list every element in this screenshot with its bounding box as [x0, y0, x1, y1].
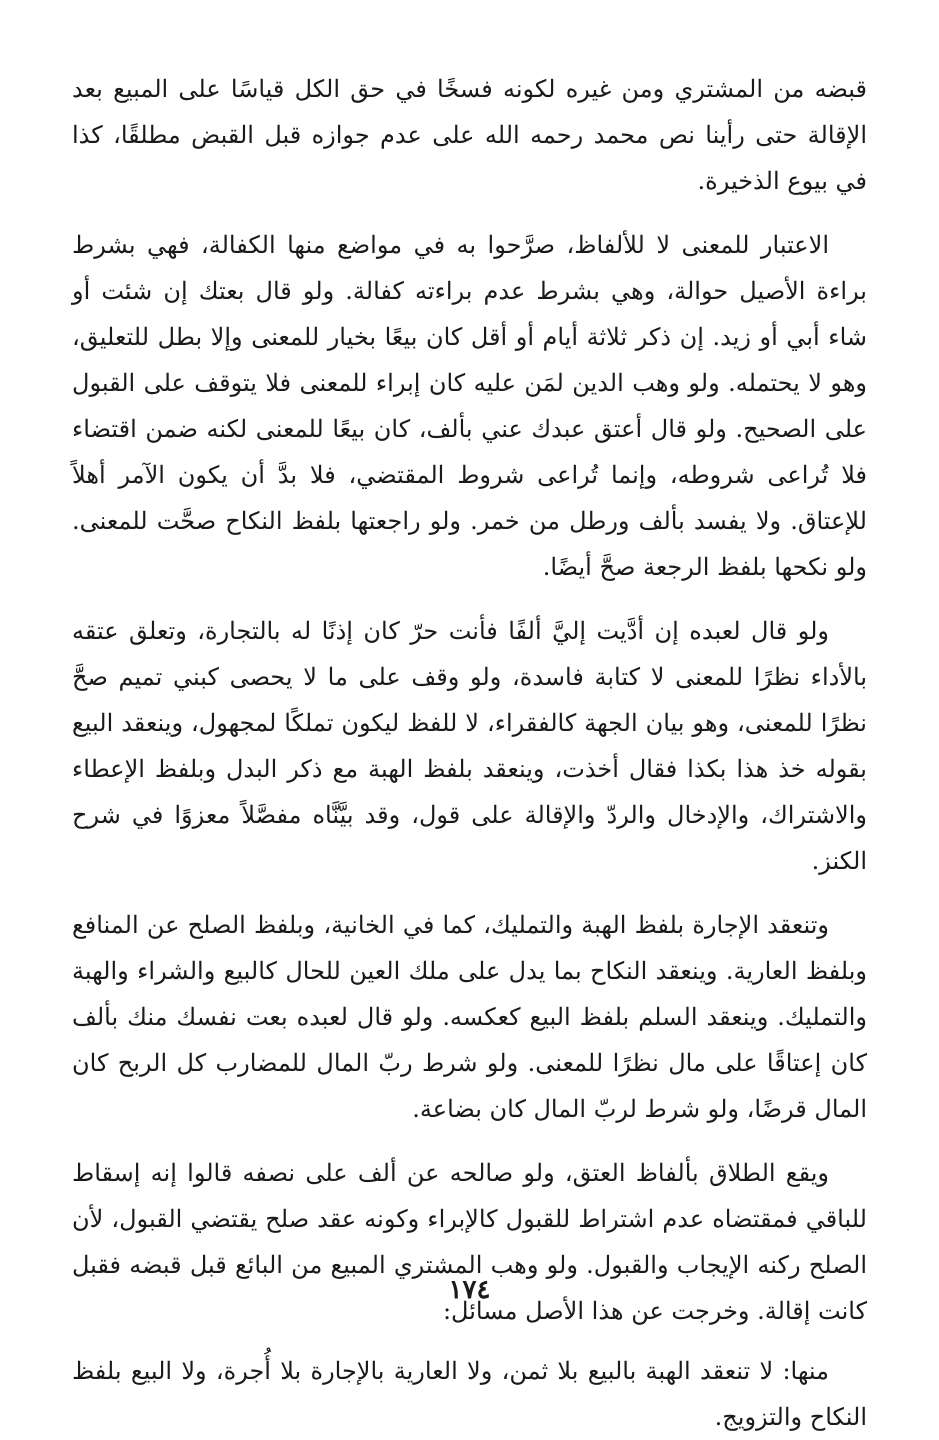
paragraph-slave-manumission: ولو قال لعبده إن أدَّيت إليَّ ألفًا فأنت حرّ كان إذنًا له بالتجارة، وتعلق عتقه بالأداء نظرًا للمعنى لا كتابة فاسدة، ولو وقف على ما لا يحصى كبني تميم صحَّ نظرًا للمعنى، وهو بيان الجهة كالفقراء، لا للفظ ليكون تملكًا لمجهول، وينعقد البيع بقوله خذ هذا بكذا فقال أخذت، وينعقد بلفظ الهبة مع ذكر البدل وبلفظ الإعطاء والاشتراك، والإدخال والردّ والإقالة على قول، وقد بيَّنَّاه مفصَّلاً معزوًا في شرح الكنز. [72, 617, 867, 875]
paragraph-divorce-settlement: ويقع الطلاق بألفاظ العتق، ولو صالحه عن ألف على نصفه قالوا إنه إسقاط للباقي فمقتضاه عدم اشتراط للقبول كالإبراء وكونه عقد صلح يقتضي القبول، لأن الصلح ركنه الإيجاب والقبول. ولو وهب المشتري المبيع من البائع قبل قبضه فقبل كانت إقالة. وخرجت عن هذا الأصل مسائل: [72, 1159, 867, 1325]
page-body-text [72, 66, 867, 1440]
paragraph-lease-contracts: وتنعقد الإجارة بلفظ الهبة والتمليك، كما في الخانية، وبلفظ الصلح عن المنافع وبلفظ العارية. وينعقد النكاح بما يدل على ملك العين للحال كالبيع والشراء والهبة والتمليك. وينعقد السلم بلفظ البيع كعكسه. ولو قال لعبده بعت نفسك منك بألف كان إعتاقًا على مال نظرًا للمعنى. ولو شرط ربّ المال للمضارب كل الربح كان المال قرضًا، ولو شرط لربّ المال كان بضاعة. [72, 911, 867, 1123]
paragraph-continuation: قبضه من المشتري ومن غيره لكونه فسخًا في حق الكل قياسًا على المبيع بعد الإقالة حتى رأينا نص محمد رحمه الله على عدم جوازه قبل القبض مطلقًا، كذا في بيوع الذخيرة. [72, 75, 867, 195]
paragraph-meaning-over-words: الاعتبار للمعنى لا للألفاظ، صرَّحوا به في مواضع منها الكفالة، فهي بشرط براءة الأصيل حوالة، وهي بشرط عدم براءته كفالة. ولو قال بعتك إن شئت أو شاء أبي أو زيد. إن ذكر ثلاثة أيام أو أقل كان بيعًا بخيار للمعنى وإلا بطل للتعليق، وهو لا يحتمله. ولو وهب الدين لمَن عليه كان إبراء للمعنى فلا يتوقف على القبول على الصحيح. ولو قال أعتق عبدك عني بألف، كان بيعًا للمعنى لكنه ضمن اقتضاء فلا تُراعى شروطه، وإنما تُراعى شروط المقتضي، فلا بدَّ أن يكون الآمر أهلاً للإعتاق. ولا يفسد بألف ورطل من خمر. ولو راجعتها بلفظ النكاح صحَّت للمعنى. ولو نكحها بلفظ الرجعة صحَّ أيضًا. [72, 231, 868, 581]
page-number: ١٧٤ [448, 1275, 491, 1305]
paragraph-exceptions: منها: لا تنعقد الهبة بالبيع بلا ثمن، ولا العارية بالإجارة بلا أُجرة، ولا البيع بلفظ النكاح والتزويج. [72, 1357, 867, 1431]
